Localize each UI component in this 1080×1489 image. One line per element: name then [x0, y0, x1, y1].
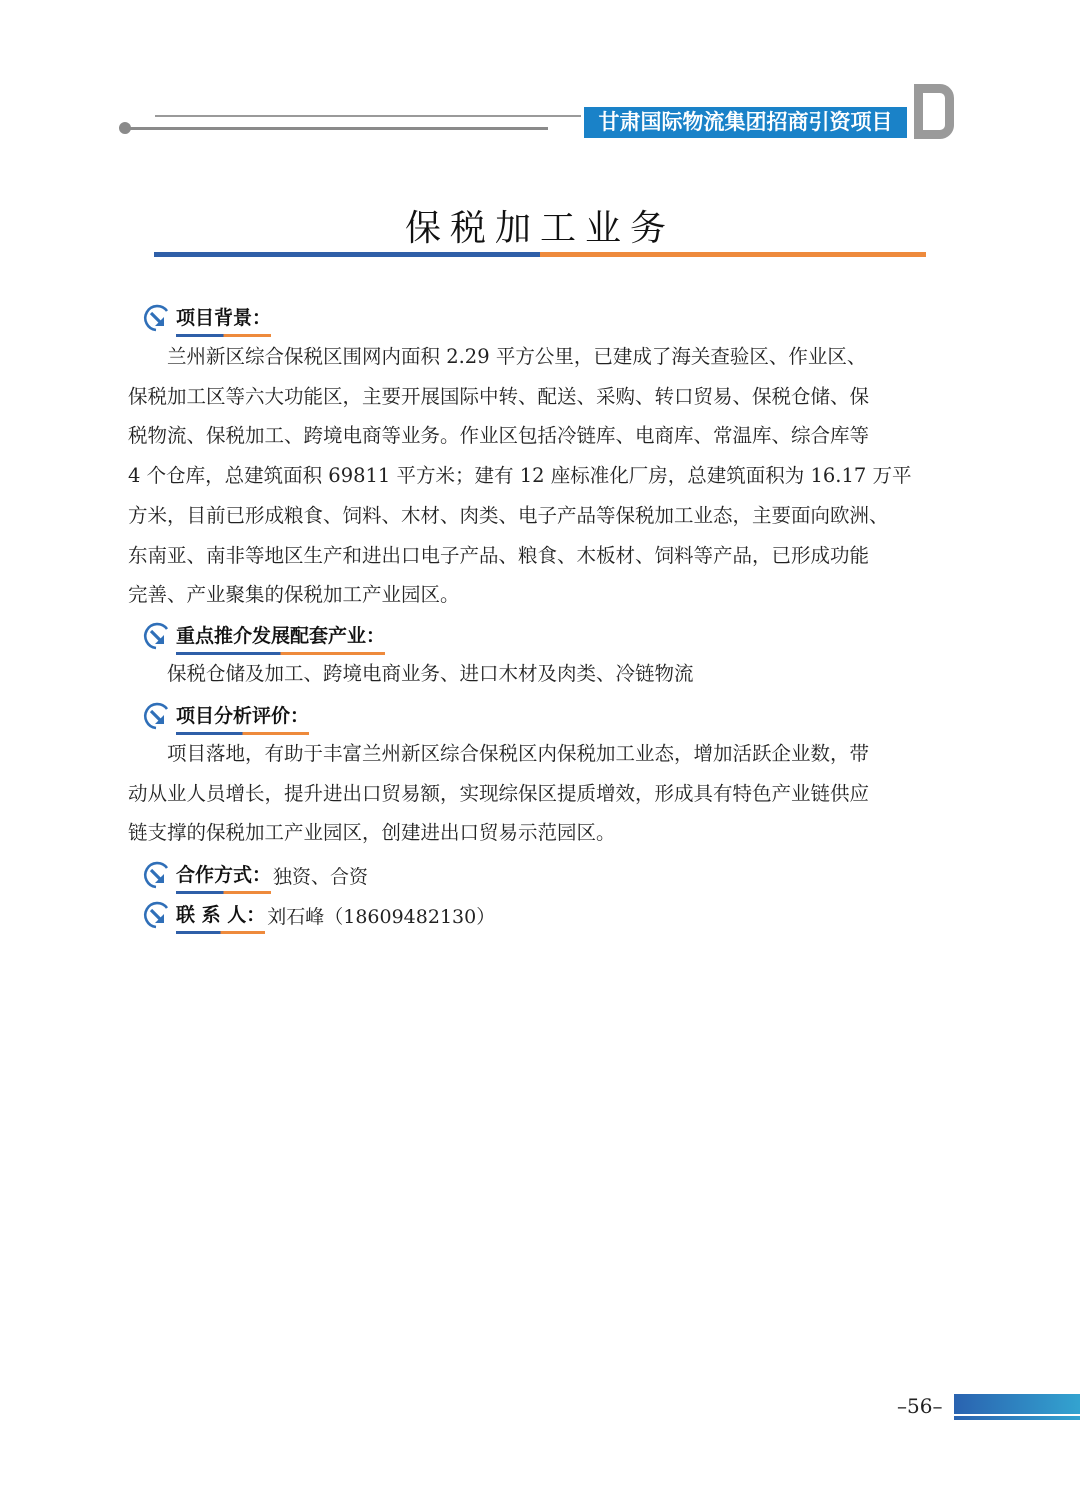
industries-paragraph [128, 654, 954, 694]
section-label: 联 系 人： [176, 900, 265, 931]
text-line: 东南亚、南非等地区生产和进出口电子产品、粮食、木板材、饲料等产品，已形成功能 [128, 543, 870, 567]
text-line: 兰州新区综合保税区围网内面积 2.29 平方公里，已建成了海关查验区、作业区、 [128, 345, 867, 368]
section-heading-analysis [142, 700, 309, 732]
text-line: 税物流、保税加工、跨境电商等业务。作业区包括冷链库、电商库、常温库、综合库等 [128, 424, 870, 448]
section-label: 项目分析评价： [176, 701, 309, 732]
page-number: –56– [897, 1394, 943, 1418]
section-label: 合作方式： [176, 860, 271, 891]
arrow-circle-icon [142, 860, 172, 890]
section-label: 重点推介发展配套产业： [176, 621, 385, 652]
arrow-circle-icon [142, 701, 172, 731]
text-line: 项目落地，有助于丰富兰州新区综合保税区内保税加工业态，增加活跃企业数，带 [128, 742, 870, 765]
text-line: 4 个仓库，总建筑面积 69811 平方米；建有 12 座标准化厂房，总建筑面积为 16.17 万平 [128, 464, 912, 488]
arrow-circle-icon [142, 303, 172, 333]
section-heading-cooperation [142, 859, 368, 891]
section-heading-background [142, 302, 271, 334]
text-line: 完善、产业聚集的保税加工产业园区。 [128, 583, 460, 607]
cooperation-value: 独资、合资 [273, 865, 369, 888]
text-line: 保税仓储及加工、跨境电商业务、进口木材及肉类、冷链物流 [128, 662, 694, 685]
background-paragraph [128, 337, 954, 615]
text-line: 方米，目前已形成粮食、饲料、木材、肉类、电子产品等保税加工业态，主要面向欧洲、 [128, 503, 889, 527]
header-banner: 甘肃国际物流集团招商引资项目 [584, 107, 907, 138]
header-rule-bottom [126, 127, 548, 130]
footer-bar-thin [954, 1416, 1080, 1420]
section-letter-d-icon [914, 84, 954, 139]
section-heading-contact [142, 899, 495, 931]
title-underline-blue [154, 252, 540, 257]
contact-value: 刘石峰（18609482130） [267, 905, 496, 928]
title-underline-orange [540, 252, 926, 257]
text-line: 链支撑的保税加工产业园区，创建进出口贸易示范园区。 [128, 821, 616, 845]
text-line: 保税加工区等六大功能区，主要开展国际中转、配送、采购、转口贸易、保税仓储、保 [128, 384, 870, 408]
arrow-circle-icon [142, 900, 172, 930]
section-label: 项目背景： [176, 303, 271, 334]
analysis-paragraph [128, 734, 954, 853]
footer-bar [954, 1394, 1080, 1414]
page-title: 保税加工业务 [404, 208, 675, 249]
header-rule-top [155, 115, 581, 117]
section-heading-industries [142, 620, 385, 652]
text-line: 动从业人员增长，提升进出口贸易额，实现综保区提质增效，形成具有特色产业链供应 [128, 781, 870, 805]
arrow-circle-icon [142, 621, 172, 651]
